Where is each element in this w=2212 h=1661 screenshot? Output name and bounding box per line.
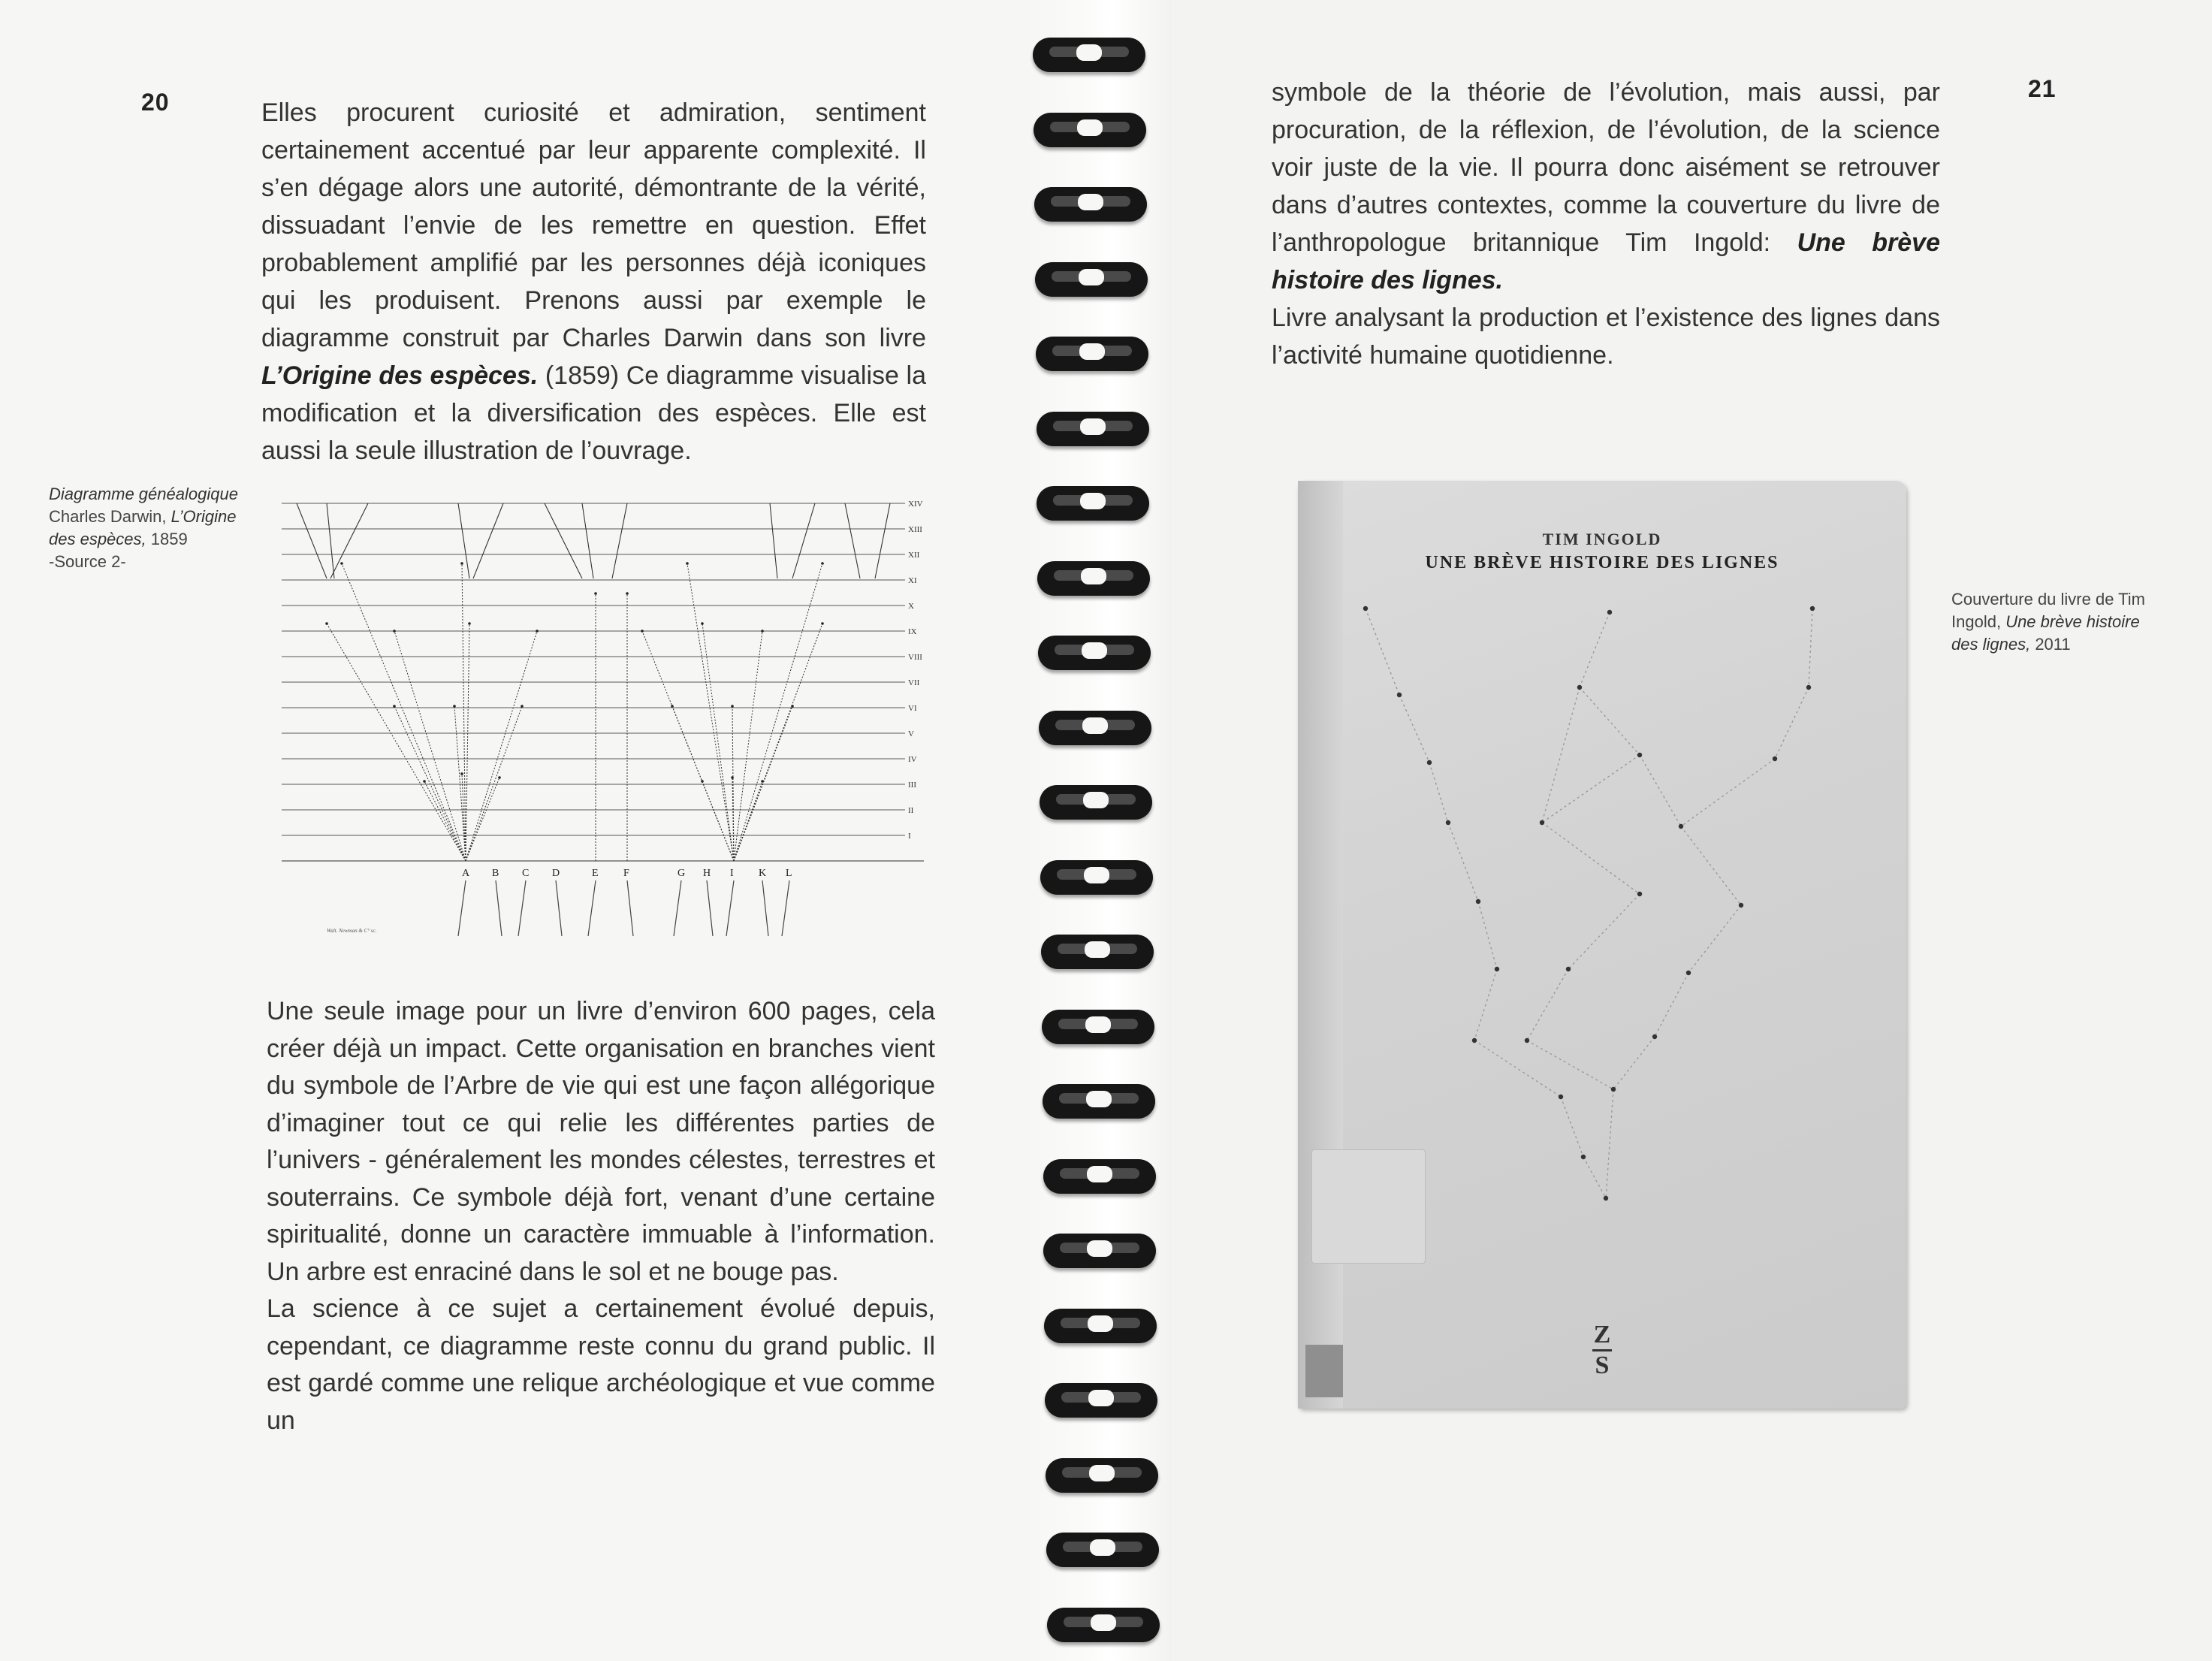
cover-node — [1637, 753, 1642, 757]
ingold-book-title: Une brève histoire des lignes. — [1272, 228, 1941, 294]
root-line — [782, 880, 789, 936]
cover-title: UNE BRÈVE HISTOIRE DES LIGNES — [1425, 553, 1779, 572]
cover-branch — [1640, 755, 1681, 826]
binding-ring — [1037, 412, 1149, 446]
branch-node — [536, 630, 539, 633]
species-letter: A — [462, 868, 470, 879]
cover-branch — [1527, 969, 1568, 1040]
generation-label: XI — [908, 576, 917, 585]
left-page — [0, 0, 1082, 1661]
species-letter: G — [677, 868, 686, 879]
root-line — [458, 880, 466, 936]
branch-line — [462, 774, 466, 861]
figure-caption-author: Charles Darwin, — [49, 507, 167, 526]
cover-caption-line-a: Couverture du livre de Tim Ingold, — [1951, 590, 2145, 631]
branch-line — [734, 631, 762, 861]
root-line — [496, 880, 502, 936]
binding-ring — [1043, 1159, 1156, 1194]
branch-node — [460, 772, 463, 775]
species-letter: K — [759, 868, 767, 879]
cover-branch — [1478, 901, 1497, 969]
cover-branch — [1429, 763, 1448, 823]
species-letter: B — [492, 868, 499, 879]
upper-branch — [582, 503, 593, 578]
right-paragraph-2: Livre analysant la production et l’existence des lignes dans l’activité humaine quotidienne. — [1272, 304, 1940, 370]
upper-branch — [875, 503, 890, 578]
branch-node — [393, 705, 396, 708]
cover-branch — [1542, 687, 1580, 823]
cover-branch — [1809, 609, 1812, 687]
cover-node — [1397, 693, 1402, 697]
branch-line — [734, 624, 822, 861]
cover-branch — [1474, 969, 1497, 1040]
cover-branch — [1580, 687, 1640, 755]
darwin-diagram-svg — [282, 481, 928, 934]
cover-branch — [1606, 1089, 1613, 1198]
branch-node — [701, 622, 704, 625]
species-letter: E — [592, 868, 599, 879]
generation-label: XIV — [908, 500, 923, 509]
generation-label: VIII — [908, 653, 922, 662]
branch-line — [424, 781, 466, 861]
cover-node — [1427, 760, 1432, 765]
branch-node — [641, 630, 644, 633]
branch-node — [731, 705, 734, 708]
upper-branch — [612, 503, 627, 578]
binding-ring — [1039, 711, 1151, 745]
root-line — [588, 880, 596, 936]
branch-line — [702, 624, 734, 861]
branch-node — [686, 562, 689, 565]
engraver-credit: Walt. Newman & C° sc. — [327, 928, 377, 934]
branch-line — [462, 563, 466, 861]
binding-ring — [1040, 785, 1152, 820]
cover-tree-illustration — [1298, 481, 1906, 1409]
cover-branch — [1542, 823, 1640, 894]
cover-node — [1581, 1155, 1586, 1159]
binding-ring — [1034, 113, 1146, 147]
branch-line — [687, 563, 734, 861]
binding-ring — [1033, 38, 1145, 72]
left-paragraph-1 — [261, 94, 926, 470]
branch-line — [342, 563, 466, 861]
branch-node — [821, 562, 824, 565]
cover-node — [1611, 1087, 1616, 1092]
branch-node — [626, 592, 629, 595]
cover-branch — [1775, 687, 1809, 759]
upper-branch — [770, 503, 777, 578]
branch-line — [466, 778, 499, 861]
binding-ring — [1038, 636, 1151, 670]
binding-ring — [1042, 1010, 1154, 1044]
root-line — [518, 880, 526, 936]
binding-ring — [1046, 1533, 1159, 1567]
upper-branch — [792, 503, 815, 578]
upper-branch — [297, 503, 327, 578]
figure-caption-book-a: L’Origine — [171, 507, 237, 526]
root-line — [556, 880, 562, 936]
darwin-diagram — [282, 481, 928, 934]
cover-node — [1607, 610, 1612, 615]
cover-branch — [1583, 1157, 1606, 1198]
branch-node — [791, 705, 794, 708]
cover-node — [1495, 967, 1499, 971]
figure-caption-title: Diagramme généalogique — [49, 485, 238, 503]
species-letter: L — [786, 868, 792, 879]
species-letter: F — [623, 868, 629, 879]
binding-ring — [1034, 187, 1147, 222]
publisher-logo-top: Z — [1593, 1321, 1611, 1348]
cover-node — [1577, 685, 1582, 690]
cover-branch — [1613, 1037, 1655, 1089]
publisher-logo — [1583, 1322, 1621, 1379]
branch-node — [468, 622, 471, 625]
generation-label: I — [908, 832, 911, 841]
cover-author: TIM INGOLD — [1542, 530, 1662, 548]
cover-caption-book: Une brève histoire des lignes, — [1951, 612, 2140, 654]
root-line — [674, 880, 681, 936]
generation-label: X — [908, 602, 914, 611]
cover-node — [1540, 820, 1544, 825]
cover-branch — [1561, 1097, 1583, 1157]
upper-branch — [458, 503, 469, 578]
cover-branch — [1474, 1040, 1561, 1097]
generation-label: XIII — [908, 525, 922, 534]
page-number-right: 21 — [2028, 75, 2057, 102]
cover-node — [1559, 1095, 1563, 1099]
cover-node — [1739, 903, 1743, 908]
left-paragraph-1-text-b: (1859) Ce diagramme visualise la modification et la diversification des espèces. Elle est aussi la seule illustration de l’ouvrage. — [261, 361, 926, 465]
root-line — [627, 880, 633, 936]
darwin-figure-caption — [49, 483, 267, 573]
cover-node — [1566, 967, 1571, 971]
cover-node — [1446, 820, 1450, 825]
cover-node — [1604, 1196, 1608, 1200]
generation-label: VII — [908, 678, 920, 687]
binding-ring — [1045, 1383, 1157, 1418]
cover-node — [1476, 899, 1480, 904]
root-line — [762, 880, 768, 936]
figure-caption-source: -Source 2- — [49, 552, 126, 571]
cover-node — [1773, 757, 1777, 761]
binding-ring — [1044, 1309, 1157, 1343]
branch-node — [761, 630, 764, 633]
cover-branch — [1655, 973, 1688, 1037]
cover-branch — [1681, 759, 1775, 826]
species-letter: I — [730, 868, 734, 879]
branch-line — [734, 563, 822, 861]
binding-ring — [1043, 1234, 1156, 1268]
binding-ring — [1043, 1084, 1155, 1119]
branch-line — [466, 706, 522, 861]
branch-line — [394, 706, 466, 861]
left-paragraph-2-text: Une seule image pour un livre d’environ 600 pages, cela créer déjà un impact. Cette organisation en branches vient du symbole de l’Arbre de vie qui est une façon allégorique d’imaginer tout ce qui relie les différentes parties de l’univers - généralement les mondes célestes, terrestres et souterrains. Ce symbole déjà fort, venant d’une certaine spiritualité, donne un caractère immuable à l’information. Un arbre est enraciné dans le sol et ne bouge pas. — [267, 997, 935, 1286]
branch-node — [821, 622, 824, 625]
left-paragraph-3-text: La science à ce sujet a certainement évolué depuis, cependant, ce diagramme reste connu du grand public. Il est gardé comme une relique archéologique et vue comme un — [267, 1294, 935, 1435]
generation-label: XII — [908, 551, 920, 560]
cover-branch — [1399, 695, 1429, 763]
cover-branch — [1568, 894, 1640, 969]
book-cover-photo — [1298, 481, 1906, 1409]
upper-branch — [545, 503, 582, 578]
upper-branch — [473, 503, 503, 578]
cover-node — [1363, 606, 1368, 611]
cover-node — [1806, 685, 1811, 690]
branch-line — [732, 706, 734, 861]
page-number-left: 20 — [141, 89, 170, 116]
cover-branch — [1580, 612, 1610, 687]
generation-label: IX — [908, 627, 917, 636]
figure-caption-book-b: des espèces, — [49, 530, 146, 548]
figure-caption-year: 1859 — [150, 530, 188, 548]
branch-node — [498, 776, 501, 779]
branch-node — [453, 705, 456, 708]
branch-line — [394, 631, 466, 861]
upper-branch — [845, 503, 860, 578]
branch-line — [642, 631, 734, 861]
binding-ring — [1046, 1458, 1158, 1493]
branch-node — [521, 705, 524, 708]
binding-ring — [1036, 337, 1148, 371]
binding-ring — [1035, 262, 1148, 297]
branch-line — [466, 624, 469, 861]
cover-branch — [1681, 826, 1741, 905]
cover-node — [1679, 824, 1683, 829]
cover-branch — [1527, 1040, 1613, 1089]
root-line — [726, 880, 734, 936]
cover-branch — [1688, 905, 1741, 973]
generation-label: II — [908, 806, 914, 815]
cover-branch — [1448, 823, 1478, 901]
binding-ring — [1047, 1608, 1160, 1642]
publisher-logo-bottom: S — [1595, 1351, 1610, 1379]
cover-branch — [1366, 609, 1399, 695]
right-paragraph-1 — [1272, 74, 1940, 374]
branch-node — [393, 630, 396, 633]
generation-label: VI — [908, 704, 917, 713]
cover-node — [1810, 606, 1815, 611]
species-letter: D — [552, 868, 560, 879]
species-letter: H — [703, 868, 711, 879]
branch-line — [466, 631, 537, 861]
branch-node — [460, 562, 463, 565]
left-paragraph-2 — [267, 993, 935, 1439]
cover-node — [1637, 892, 1642, 896]
cover-caption-year: 2011 — [2035, 635, 2071, 654]
right-paragraph-1-text-a: symbole de la théorie de l’évolution, mais aussi, par procuration, de la réflexion, de l’évolution, de la science voir juste de la vie. Il pourra donc aisément se retrouver dans d’autres contextes, comme la couverture du livre de l’anthropologue britannique Tim Ingold: — [1272, 78, 1940, 257]
cover-branch — [1542, 755, 1640, 823]
cover-node — [1472, 1038, 1477, 1043]
cover-node — [1686, 971, 1691, 975]
branch-node — [325, 622, 328, 625]
darwin-book-title: L’Origine des espèces. — [261, 361, 539, 390]
cover-node — [1525, 1038, 1529, 1043]
species-letter: C — [522, 868, 530, 879]
branch-node — [594, 592, 597, 595]
upper-branch — [330, 503, 368, 578]
binding-ring — [1041, 935, 1154, 969]
branch-line — [327, 624, 466, 861]
generation-label: III — [908, 781, 916, 790]
binding-ring — [1037, 561, 1150, 596]
generation-label: IV — [908, 755, 917, 764]
binding-ring — [1040, 860, 1153, 895]
spiral-binding — [1033, 38, 1183, 1653]
upper-branch — [327, 503, 334, 578]
branch-node — [340, 562, 343, 565]
cover-caption — [1951, 588, 2169, 656]
root-line — [707, 880, 713, 936]
cover-node — [1652, 1034, 1657, 1039]
generation-label: V — [908, 729, 914, 738]
binding-ring — [1037, 486, 1149, 521]
branch-node — [423, 780, 426, 783]
left-paragraph-1-text-a: Elles procurent curiosité et admiration, sentiment certainement accentué par leur apparente complexité. Il s’en dégage alors une autorité, démontrante de la vérité, dissuadant l’envie de les remettre en question. Effet probablement amplifié par les personnes déjà iconiques qui les produisent. Prenons aussi par exemple le diagramme construit par Charles Darwin dans son livre — [261, 98, 926, 352]
